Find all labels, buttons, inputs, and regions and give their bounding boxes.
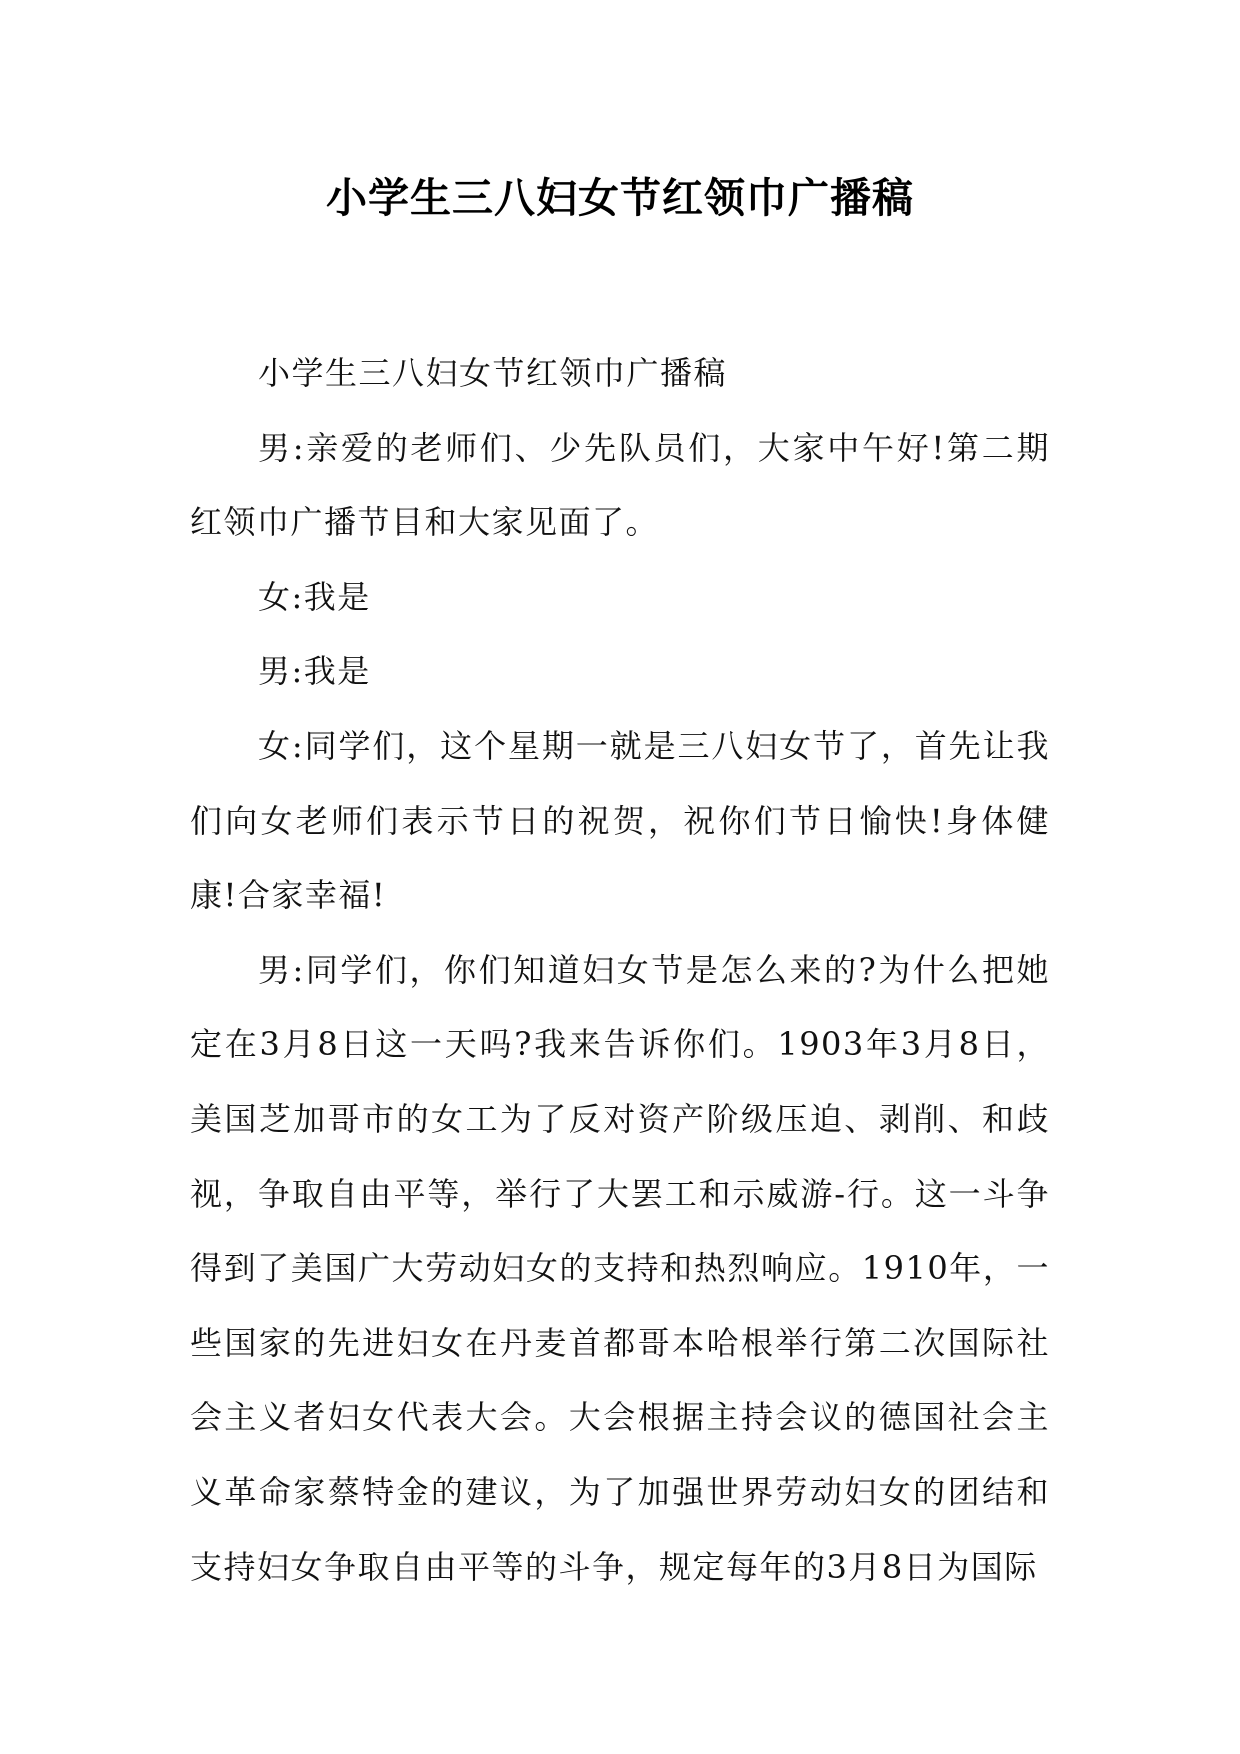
paragraph-greeting: 男:亲爱的老师们、少先队员们，大家中午好!第二期红领巾广播节目和大家见面了。: [190, 428, 1050, 542]
document-body: [190, 336, 1050, 1604]
paragraph-heading: 小学生三八妇女节红领巾广播稿: [258, 354, 728, 392]
paragraph-holiday-wishes: 女:同学们，这个星期一就是三八妇女节了，首先让我们向女老师们表示节日的祝贺，祝你们节日愉快!身体健康!合家幸福!: [190, 726, 1050, 915]
paragraph-history: 男:同学们，你们知道妇女节是怎么来的?为什么把她定在3月8日这一天吗?我来告诉你们。1903年3月8日，美国芝加哥市的女工为了反对资产阶级压迫、剥削、和歧视，争取自由平等，举行了大罢工和示威游-行。这一斗争得到了美国广大劳动妇女的支持和热烈响应。1910年，一些国家的先进妇女在丹麦首都哥本哈根举行第二次国际社会主义者妇女代表大会。大会根据主持会议的德国社会主义革命家蔡特金的建议，为了加强世界劳动妇女的团结和支持妇女争取自由平等的斗争，规定每年的3月8日为国际: [190, 950, 1050, 1586]
paragraph-female-intro: 女:我是: [258, 577, 371, 616]
document-title: 小学生三八妇女节红领巾广播稿: [326, 174, 914, 222]
paragraph-male-intro: 男:我是: [258, 652, 371, 691]
